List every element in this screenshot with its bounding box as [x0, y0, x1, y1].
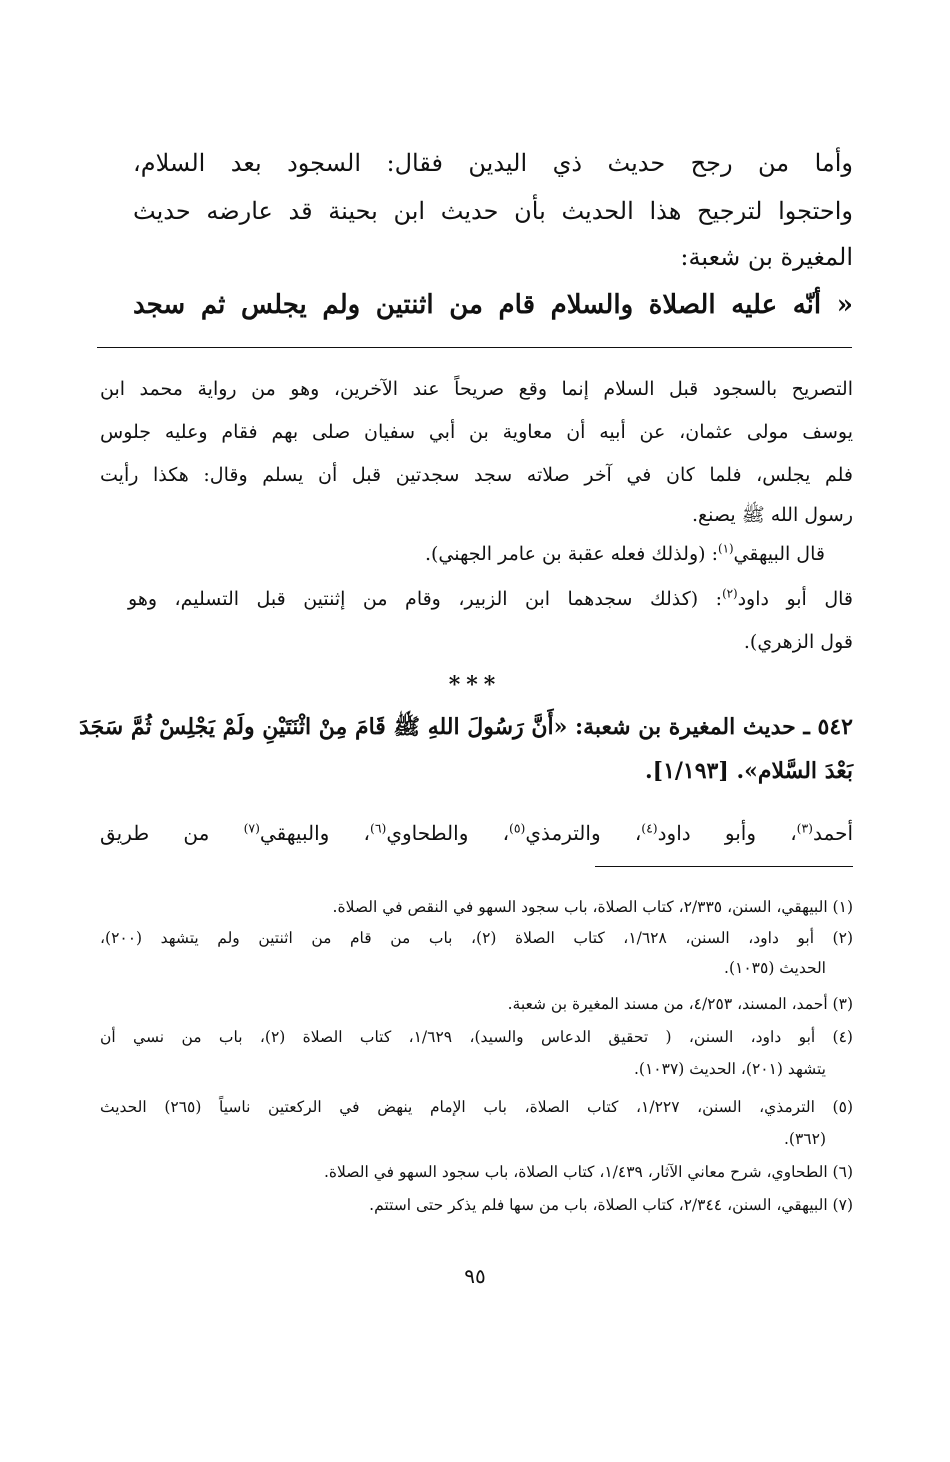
source-tirmidhi: ، والترمذي: [525, 821, 642, 845]
footnote-2: (٢) أبو داود، السنن، ١/٦٢٨، كتاب الصلاة (٢)، باب من قام من اثنتين ولم يتشهد (٢٠٠)،: [100, 929, 853, 947]
middle-line-1: التصريح بالسجود قبل السلام إنما وقع صريحاً عند الآخرين، وهو من رواية محمد ابن: [100, 378, 853, 400]
bayhaqi-label: قال البيهقي: [733, 543, 825, 565]
source-bayhaqi: ، والبيهقي: [259, 821, 370, 845]
section-stars: ***: [448, 672, 502, 698]
abu-dawud-line-2: قول الزهري).: [743, 631, 853, 653]
upper-text-line-3: المغيرة بن شعبة:: [680, 243, 853, 271]
source-tahawi: ، والطحاوي: [386, 821, 510, 845]
footnote-ref-5: (٥): [509, 820, 526, 836]
footnote-6: (٦) الطحاوي، شرح معاني الآثار، ١/٤٣٩، كتاب الصلاة، باب سجود السهو في الصلاة.: [324, 1163, 853, 1181]
footnote-ref-2: (٢): [722, 586, 738, 601]
hadith-542-line-1: ٥٤٢ ـ حديث المغيرة بن شعبة: «أَنَّ رَسُولَ اللهِ ﷺ قَامَ مِنْ اثْنَتَيْنِ ولَمْ يَجْلِسْ ثُمَّ سَجَدَ: [79, 714, 853, 740]
footnote-2-line-2: الحديث (١٠٣٥).: [724, 959, 826, 977]
page-number: ٩٥: [464, 1264, 486, 1288]
footnote-ref-7: (٧): [243, 820, 260, 836]
middle-line-3: فلم يجلس، فلما كان في آخر صلاته سجد سجدتين قبل أن يسلم وقال: هكذا رأيت: [100, 464, 853, 486]
footnote-5-line-2: (٣٦٢).: [783, 1130, 826, 1148]
footnote-4-line-2: يتشهد (٢٠١)، الحديث (١٠٣٧).: [633, 1060, 826, 1078]
footnote-4: (٤) أبو داود، السنن، ( تحقيق الدعاس والسيد)، ١/٦٢٩، كتاب الصلاة (٢)، باب من نسي أن: [100, 1028, 853, 1046]
abu-dawud-note: [128, 583, 853, 616]
middle-line-4: رسول الله ﷺ يصنع.: [692, 504, 853, 526]
source-tail: من طريق: [100, 821, 244, 845]
upper-quote: « أنّه عليه الصلاة والسلام قام من اثنتين ولم يجلس ثم سجد: [133, 290, 853, 320]
footnote-1: (١) البيهقي، السنن، ٢/٣٣٥، كتاب الصلاة، باب سجود السهو في النقص في الصلاة.: [332, 898, 853, 916]
bayhaqi-note: [425, 538, 825, 571]
sources-line: [100, 817, 853, 850]
abu-dawud-text: : (كذلك سجدهما ابن الزبير، وقام من إثنتين قبل التسليم، وهو: [128, 588, 723, 610]
section-divider: [97, 347, 852, 348]
footnote-7: (٧) البيهقي، السنن، ٢/٣٤٤، كتاب الصلاة، باب من سها فلم يذكر حتى استتم.: [369, 1196, 853, 1214]
footnote-ref-3: (٣): [796, 820, 814, 836]
footnote-ref-6: (٦): [369, 820, 387, 836]
footnote-3: (٣) أحمد، المسند، ٤/٢٥٣، من مسند المغيرة بن شعبة.: [507, 995, 853, 1013]
footnote-ref-4: (٤): [641, 820, 658, 836]
hadith-542-line-2: بَعْدَ السَّلام». [١/١٩٣].: [644, 758, 853, 784]
footnote-ref-1: (١): [718, 541, 734, 556]
upper-text-line-2: واحتجوا لترجيح هذا الحديث بأن حديث ابن بحينة قد عارضه حديث: [133, 197, 853, 225]
footnote-5: (٥) الترمذي، السنن، ١/٢٢٧، كتاب الصلاة، باب الإمام ينهض في الركعتين ناسياً (٢٦٥) الحديث: [100, 1098, 853, 1116]
bayhaqi-text: : (ولذلك فعله عقبة بن عامر الجهني).: [424, 543, 719, 565]
source-ahmad: أحمد: [813, 821, 853, 845]
middle-line-2: يوسف مولى عثمان، عن أبيه أن معاوية بن أبي سفيان صلى بهم فقام وعليه جلوس: [100, 421, 853, 443]
footnote-divider: [595, 866, 853, 867]
source-abu-dawud: ، وأبو داود: [657, 821, 797, 845]
upper-text-line-1: وأما من رجح حديث ذي اليدين فقال: السجود بعد السلام،: [133, 149, 853, 177]
abu-dawud-label: قال أبو داود: [737, 588, 853, 610]
